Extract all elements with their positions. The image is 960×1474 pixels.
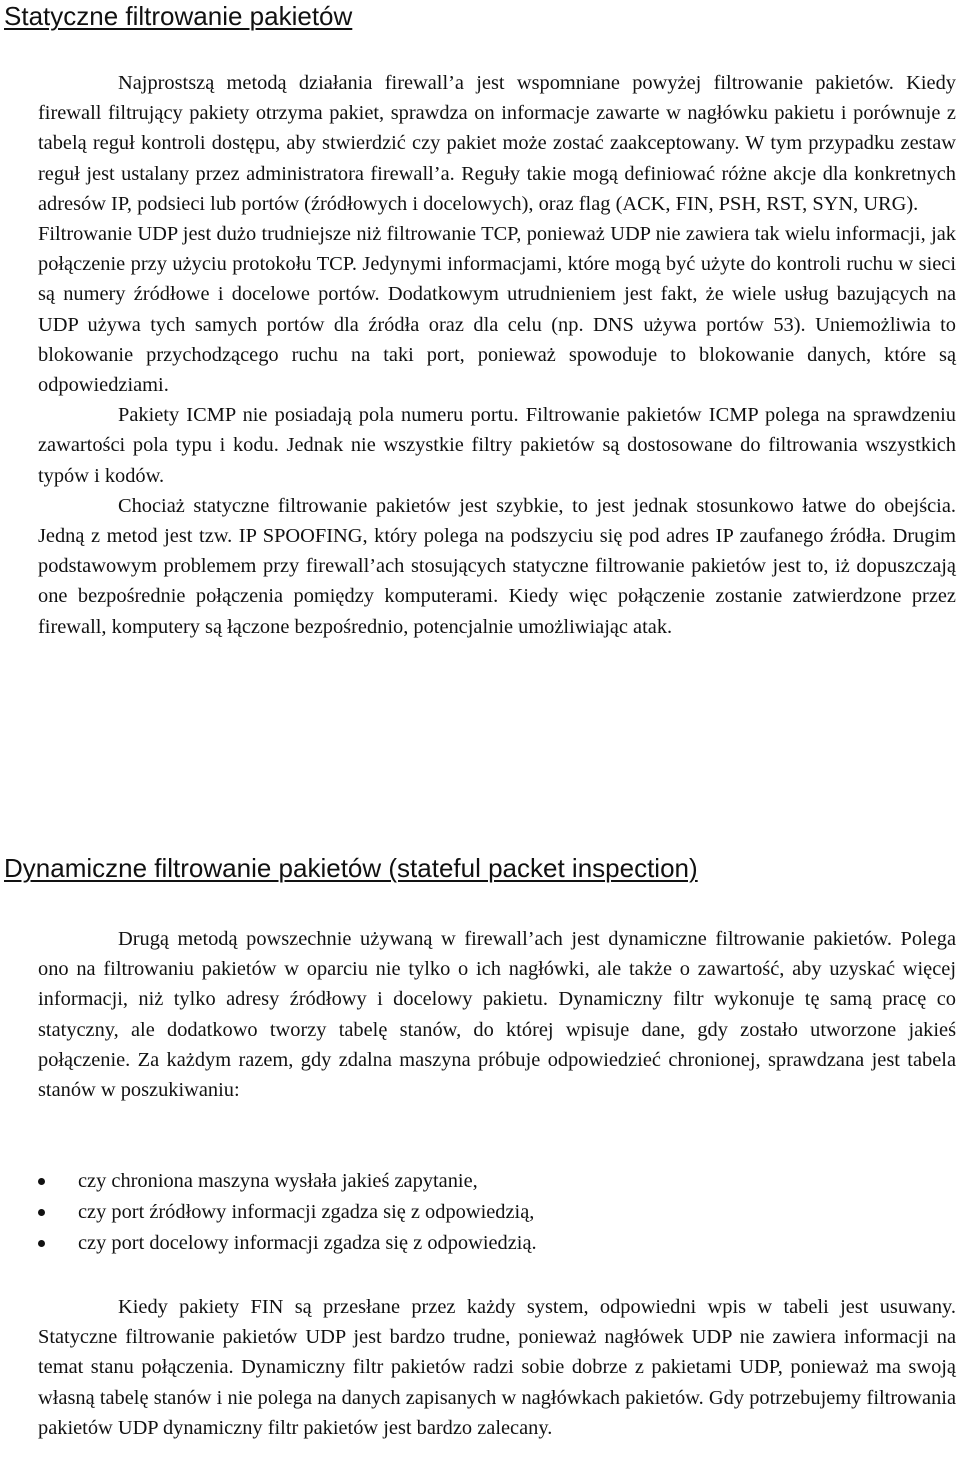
paragraph: Kiedy pakiety FIN są przesłane przez każdy system, odpowiedni wpis w tabeli jest usuwany. Statyczne filtrowanie pakietów UDP jest bardzo trudne, ponieważ nagłówek UDP nie zawiera informacji na temat stanu połączenia. Dynamiczny filtr pakietów radzi sobie dobrze z pakietami UDP, ponieważ ma swoją własną tabelę stanów i nie polega na danych zapisanych w nagłówkach pakietów. Gdy potrzebujemy filtrowania pakietów UDP dynamiczny filtr pakietów jest bardzo zalecany. — [38, 1296, 956, 1439]
bullet-icon — [38, 1240, 45, 1247]
section-heading-dynamic-filtering: Dynamiczne filtrowanie pakietów (stateful packet inspection) — [4, 853, 698, 883]
bullet-icon — [38, 1209, 45, 1216]
section-heading-static-filtering: Statyczne filtrowanie pakietów — [4, 1, 353, 31]
section-body-static-filtering — [38, 68, 956, 642]
list-item — [38, 1228, 956, 1259]
section-closing-dynamic-filtering — [38, 1292, 956, 1443]
paragraph: Pakiety ICMP nie posiadają pola numeru portu. Filtrowanie pakietów ICMP polega na sprawdzeniu zawartości pola typu i kodu. Jednak nie wszystkie filtry pakietów są dostosowane do filtrowania wszystkich typów i kodów. — [38, 404, 956, 487]
paragraph: Filtrowanie UDP jest dużo trudniejsze niż filtrowanie TCP, ponieważ UDP nie zawiera tak wielu informacji, jak połączenie przy użyciu protokołu TCP. Jedynymi informacjami, które mogą być użyte do kontroli ruchu w sieci są numery źródłowe i docelowe portów. Dodatkowym utrudnieniem jest fakt, że wiele usług bazujących na UDP używa tych samych portów dla źródła oraz dla celu (np. DNS używa portów 53). Uniemożliwia to blokowanie przychodzącego ruchu na taki port, ponieważ spowoduje to blokowanie danych, które są odpowiedziami. — [38, 223, 956, 397]
list-item — [38, 1197, 956, 1228]
bullet-list — [38, 1166, 956, 1259]
paragraph: Drugą metodą powszechnie używaną w firewall’ach jest dynamiczne filtrowanie pakietów. Polega ono na filtrowaniu pakietów w oparciu nie tylko o ich nagłówki, ale także o zawartość, aby uzyskać więcej informacji, niż tylko adresy źródłowy i docelowy pakietu. Dynamiczny filtr wykonuje tę samą pracę co statyczny, ale dodatkowo tworzy tabelę stanów, do której wpisuje dane, gdy zostało utworzone jakieś połączenie. Za każdym razem, gdy zdalna maszyna próbuje odpowiedzieć chronionej, sprawdzana jest tabela stanów w poszukiwaniu: — [38, 928, 956, 1102]
list-item — [38, 1166, 956, 1197]
list-item-text: czy port docelowy informacji zgadza się z odpowiedzią. — [78, 1232, 537, 1254]
paragraph: Chociaż statyczne filtrowanie pakietów jest szybkie, to jest jednak stosunkowo łatwe do obejścia. Jedną z metod jest tzw. IP SPOOFING, który polega na podszyciu się pod adres IP zaufanego źródła. Drugim podstawowym problemem przy firewall’ach stosujących statyczne filtrowanie pakietów jest to, iż dopuszczają one bezpośrednie połączenia pomiędzy komputerami. Kiedy więc połączenie zostanie zatwierdzone przez firewall, komputery są łączone bezpośrednio, potencjalnie umożliwiając atak. — [38, 494, 956, 638]
bullet-icon — [38, 1178, 45, 1185]
section-intro-dynamic-filtering — [38, 924, 956, 1105]
paragraph: Najprostszą metodą działania firewall’a jest wspomniane powyżej filtrowanie pakietów. Kiedy firewall filtrujący pakiety otrzyma pakiet, sprawdza on informacje zawarte w nagłówku pakietu i porównuje z tabelą reguł kontroli dostępu, aby stwierdzić czy pakiet może zostać zaakceptowany. W tym przypadku zestaw reguł jest ustalany przez administratora firewall’a. Reguły takie mogą definiować różne akcje dla konkretnych adresów IP, podsieci lub portów (źródłowych i docelowych), oraz flag (ACK, FIN, PSH, RST, SYN, URG). — [38, 72, 956, 215]
list-item-text: czy port źródłowy informacji zgadza się z odpowiedzią, — [78, 1201, 535, 1223]
list-item-text: czy chroniona maszyna wysłała jakieś zapytanie, — [78, 1170, 478, 1192]
